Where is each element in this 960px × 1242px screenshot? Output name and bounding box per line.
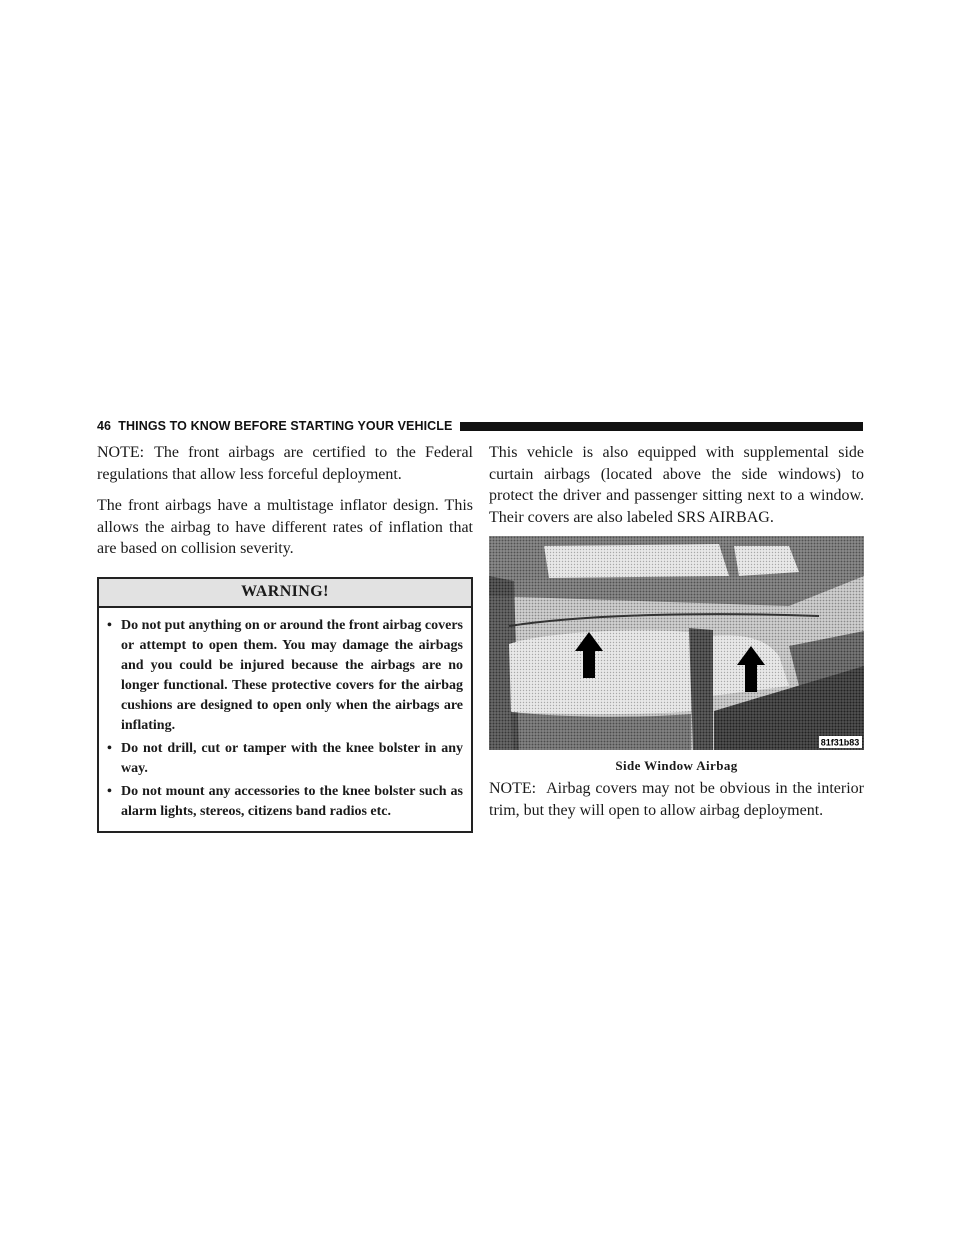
note-text: Airbag covers may not be obvious in the interior trim, but they will open to allow airbag deployment. bbox=[489, 780, 864, 819]
left-column bbox=[97, 442, 473, 833]
note-label: NOTE: bbox=[97, 444, 145, 461]
warning-item: • Do not mount any accessories to the knee bolster such as alarm lights, stereos, citizens band radios etc. bbox=[107, 782, 463, 822]
paragraph-inflator: The front airbags have a multistage inflator design. This allows the airbag to have different rates of inflation that are based on collision severity. bbox=[97, 497, 473, 558]
side-window-airbag-figure bbox=[489, 536, 864, 750]
bullet-icon: • bbox=[107, 617, 112, 633]
right-column bbox=[489, 442, 864, 822]
header-text bbox=[97, 419, 452, 433]
note-front-airbags bbox=[97, 442, 473, 485]
note-label: NOTE: bbox=[489, 780, 537, 798]
bullet-icon: • bbox=[107, 740, 112, 756]
image-code: 81f31b83 bbox=[820, 737, 860, 748]
header-rule bbox=[460, 422, 863, 431]
figure-caption: Side Window Airbag bbox=[615, 758, 738, 774]
warning-item: • Do not put anything on or around the front airbag covers or attempt to open them. You may damage the airbags and you could be injured because the airbags are no longer functional. These protective covers for the airbag cushions are designed to open only when the airbags are inflating. bbox=[107, 616, 463, 736]
warning-box bbox=[97, 577, 473, 833]
page-header bbox=[97, 418, 863, 434]
warning-title: WARNING! bbox=[99, 579, 471, 608]
vehicle-interior-illustration bbox=[489, 536, 864, 750]
section-title: THINGS TO KNOW BEFORE STARTING YOUR VEHICLE bbox=[118, 419, 453, 433]
page-number: 46 bbox=[97, 419, 112, 433]
note-airbag-covers bbox=[489, 778, 864, 821]
warning-item: • Do not drill, cut or tamper with the knee bolster in any way. bbox=[107, 739, 463, 779]
paragraph-side-curtain: This vehicle is also equipped with supplemental side curtain airbags (located above the side windows) to protect the driver and passenger sitting next to a window. Their covers are also labeled SRS AIRBAG. bbox=[489, 444, 864, 526]
warning-list bbox=[99, 608, 471, 831]
bullet-icon: • bbox=[107, 783, 112, 799]
note-text: The front airbags are certified to the Federal regulations that allow less forceful deployment. bbox=[97, 444, 473, 483]
